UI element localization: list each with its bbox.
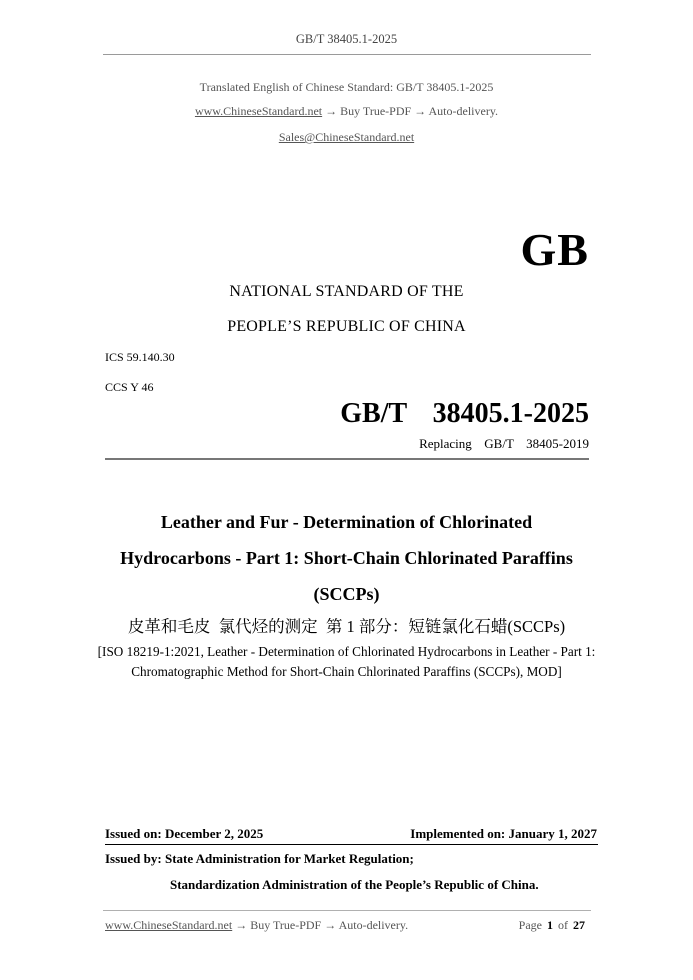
title-line-1: Leather and Fur - Determination of Chlorinated [160, 512, 533, 532]
replacing-note: Replacing GB/T 38405-2019 [419, 436, 589, 451]
page-label: Page [518, 918, 542, 932]
footer-purchase-text: → Buy True-PDF → Auto-delivery. [232, 918, 409, 932]
ics-code: ICS 59.140.30 [105, 350, 175, 364]
national-standard-line2: PEOPLE’S REPUBLIC OF CHINA [227, 318, 466, 335]
header-divider [103, 54, 591, 55]
footer-site-link[interactable]: www.ChineseStandard.net [105, 918, 233, 932]
page-current: 1 [547, 918, 553, 932]
translation-notice: Translated English of Chinese Standard: GB/T 38405.1-2025 [199, 80, 494, 94]
page-indicator [519, 918, 585, 933]
title-line-2: Hydrocarbons - Part 1: Short-Chain Chlorinated Paraffins [120, 548, 573, 568]
title-line-3: (SCCPs) [313, 584, 380, 604]
implemented-on-date: Implemented on: January 1, 2027 [410, 826, 597, 841]
title-divider [105, 458, 589, 460]
iso-reference: [ISO 18219-1:2021, Leather - Determination of Chlorinated Hydrocarbons in Leather - Part 1: Chromatographic Method for Short-Chain Chlorinated Paraffins (SCCPs), MOD] [97, 644, 596, 679]
sales-line [0, 130, 693, 145]
header-document-code: GB/T 38405.1-2025 [295, 32, 398, 46]
purchase-line [0, 104, 693, 119]
footer-purchase-line [105, 918, 408, 933]
issue-divider [105, 844, 598, 845]
issued-by-line1: Issued by: State Administration for Market Regulation; [105, 851, 414, 866]
national-standard-line1: NATIONAL STANDARD OF THE [229, 283, 464, 300]
footer-divider [103, 910, 591, 911]
gb-mark: GB [520, 224, 589, 275]
standard-number: GB/T 38405.1-2025 [340, 398, 589, 429]
purchase-text: → Buy True-PDF → Auto-delivery. [322, 104, 499, 118]
document-title [0, 504, 693, 612]
page-of: of [558, 918, 568, 932]
site-link[interactable]: www.ChineseStandard.net [194, 104, 323, 118]
page-total: 27 [573, 918, 585, 932]
chinese-title: 皮革和毛皮 氯代烃的测定 第 1 部分：短链氯化石蜡(SCCPs) [127, 617, 566, 636]
sales-email-link[interactable]: Sales@ChineseStandard.net [278, 130, 415, 144]
ccs-code: CCS Y 46 [105, 380, 154, 394]
issued-on-date: Issued on: December 2, 2025 [105, 826, 264, 841]
issued-by-line2: Standardization Administration of the People’s Republic of China. [170, 877, 539, 892]
